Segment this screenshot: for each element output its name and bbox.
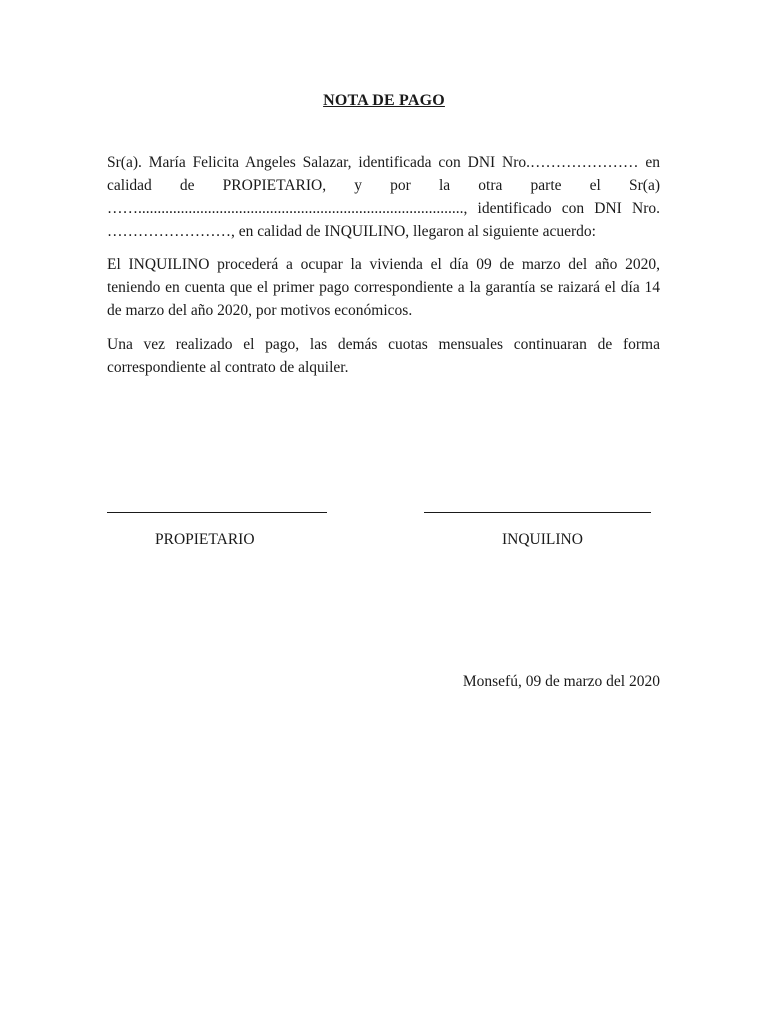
owner-signature-line: [107, 512, 327, 513]
tenant-signature-line: [424, 512, 651, 513]
tenant-signature-label: INQUILINO: [502, 531, 583, 548]
paragraph-occupancy: El INQUILINO procederá a ocupar la vivienda el día 09 de marzo del año 2020, teniendo en cuenta que el primer pago correspondiente a la garantía se raizará el día 14 de marzo del año 2020, por motivos económicos.: [107, 256, 660, 319]
document-title: NOTA DE PAGO: [323, 92, 445, 109]
place-and-date: Monsefú, 09 de marzo del 2020: [462, 673, 660, 690]
owner-signature-label: PROPIETARIO: [155, 531, 255, 548]
paragraph-parties: Sr(a). María Felicita Angeles Salazar, identificada con DNI Nro.………………… en calidad de PROPIETARIO, y por la otra parte el Sr(a) ……...................................................................................., identificado con DNI Nro. ……………………, en calidad de INQUILINO, llegaron al siguiente acuerdo:: [107, 154, 660, 240]
paragraph-payments: Una vez realizado el pago, las demás cuotas mensuales continuaran de forma correspondiente al contrato de alquiler.: [107, 336, 660, 376]
